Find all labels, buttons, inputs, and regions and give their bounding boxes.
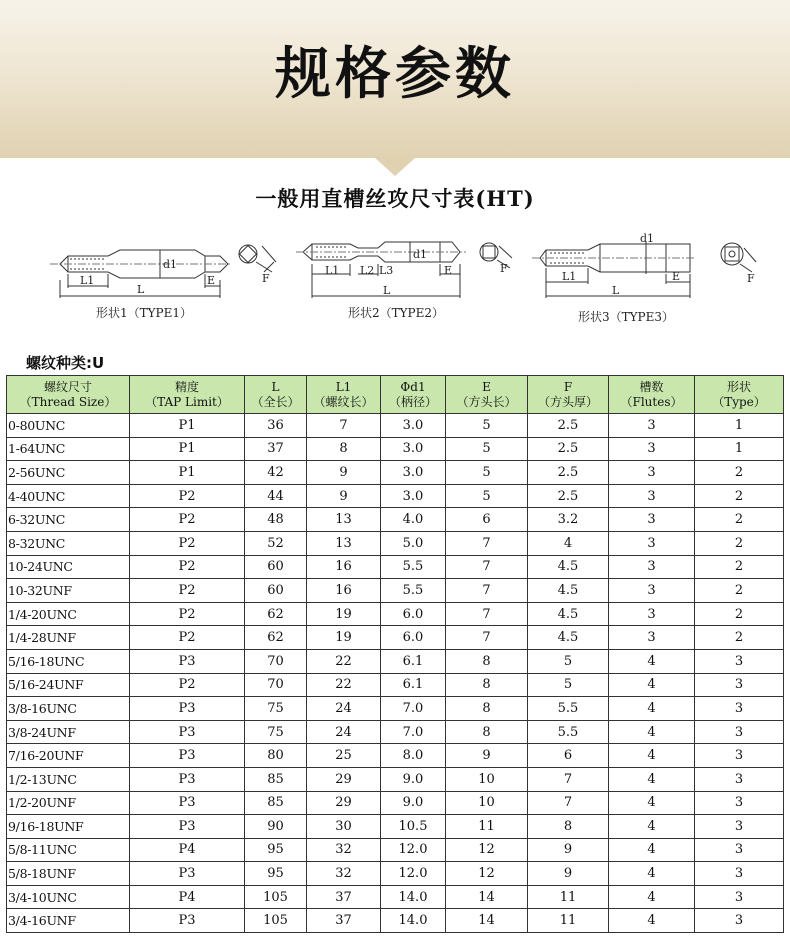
- cell-length: 85: [245, 767, 307, 791]
- table-row: [7, 697, 784, 721]
- cell-shank-diameter: 5.5: [381, 555, 446, 579]
- header-type: 形状 （Type）: [695, 376, 784, 414]
- cell-thread-length: 7: [307, 414, 381, 438]
- cell-square-length: 8: [446, 673, 528, 697]
- table-row: [7, 885, 784, 909]
- cell-tap-limit: P3: [130, 649, 245, 673]
- cell-length: 42: [245, 461, 307, 485]
- header-shank-diameter: Φd1 （柄径）: [381, 376, 446, 414]
- cell-square-length: 14: [446, 909, 528, 933]
- cell-shank-diameter: 14.0: [381, 909, 446, 933]
- table-row: [7, 437, 784, 461]
- cell-tap-limit: P3: [130, 720, 245, 744]
- cell-square-length: 5: [446, 414, 528, 438]
- cell-length: 48: [245, 508, 307, 532]
- cell-type: 3: [695, 815, 784, 839]
- type1-label-d1: d1: [163, 258, 178, 271]
- cell-thread-size: 3/8-16UNC: [7, 697, 130, 721]
- type2-label-l3: L3: [379, 264, 394, 277]
- cell-square-thickness: 2.5: [528, 437, 609, 461]
- cell-length: 85: [245, 791, 307, 815]
- cell-tap-limit: P4: [130, 885, 245, 909]
- cell-square-length: 5: [446, 461, 528, 485]
- cell-square-thickness: 4.5: [528, 555, 609, 579]
- cell-thread-size: 2-56UNC: [7, 461, 130, 485]
- cell-length: 105: [245, 885, 307, 909]
- cell-square-length: 7: [446, 602, 528, 626]
- cell-type: 3: [695, 885, 784, 909]
- cell-square-thickness: 9: [528, 838, 609, 862]
- cell-flutes: 3: [609, 579, 695, 603]
- cell-tap-limit: P2: [130, 602, 245, 626]
- cell-square-thickness: 5: [528, 673, 609, 697]
- cell-flutes: 3: [609, 461, 695, 485]
- cell-shank-diameter: 6.1: [381, 673, 446, 697]
- cell-flutes: 3: [609, 602, 695, 626]
- cell-length: 36: [245, 414, 307, 438]
- cell-tap-limit: P2: [130, 626, 245, 650]
- type1-caption: 形状1（TYPE1）: [96, 306, 193, 320]
- table-row: [7, 791, 784, 815]
- cell-tap-limit: P2: [130, 579, 245, 603]
- type2-label-d1: d1: [413, 248, 428, 261]
- cell-square-thickness: 4: [528, 531, 609, 555]
- cell-thread-length: 24: [307, 720, 381, 744]
- cell-length: 60: [245, 579, 307, 603]
- cell-shank-diameter: 8.0: [381, 744, 446, 768]
- cell-square-length: 5: [446, 484, 528, 508]
- cell-type: 3: [695, 909, 784, 933]
- cell-square-length: 7: [446, 555, 528, 579]
- cell-type: 3: [695, 649, 784, 673]
- cell-type: 2: [695, 579, 784, 603]
- table-row: [7, 838, 784, 862]
- cell-thread-length: 32: [307, 862, 381, 886]
- cell-tap-limit: P2: [130, 484, 245, 508]
- cell-square-thickness: 7: [528, 791, 609, 815]
- cell-thread-length: 9: [307, 484, 381, 508]
- cell-flutes: 4: [609, 673, 695, 697]
- table-subtitle: 一般用直槽丝攻尺寸表(HT): [255, 186, 535, 211]
- cell-shank-diameter: 5.5: [381, 579, 446, 603]
- cell-square-thickness: 6: [528, 744, 609, 768]
- cell-tap-limit: P3: [130, 767, 245, 791]
- cell-square-length: 11: [446, 815, 528, 839]
- cell-flutes: 3: [609, 437, 695, 461]
- table-row: [7, 862, 784, 886]
- cell-square-length: 8: [446, 649, 528, 673]
- table-row: [7, 815, 784, 839]
- cell-shank-diameter: 3.0: [381, 437, 446, 461]
- type3-label-e: E: [672, 270, 681, 283]
- cell-thread-length: 13: [307, 531, 381, 555]
- tap-diagrams: [0, 228, 790, 338]
- cell-shank-diameter: 12.0: [381, 838, 446, 862]
- cell-tap-limit: P3: [130, 815, 245, 839]
- spec-table: [6, 375, 784, 933]
- type3-label-f: F: [747, 272, 755, 285]
- cell-tap-limit: P3: [130, 791, 245, 815]
- cell-square-length: 12: [446, 862, 528, 886]
- cell-shank-diameter: 3.0: [381, 414, 446, 438]
- banner-pointer: [375, 158, 415, 176]
- cell-type: 3: [695, 744, 784, 768]
- cell-shank-diameter: 7.0: [381, 720, 446, 744]
- header-square-length: E （方头长）: [446, 376, 528, 414]
- cell-thread-size: 3/4-10UNC: [7, 885, 130, 909]
- cell-type: 1: [695, 437, 784, 461]
- type2-label-l: L: [383, 284, 391, 297]
- cell-thread-size: 5/8-18UNF: [7, 862, 130, 886]
- cell-length: 70: [245, 673, 307, 697]
- cell-tap-limit: P3: [130, 744, 245, 768]
- type1-label-e: E: [207, 274, 216, 287]
- cell-square-length: 7: [446, 579, 528, 603]
- cell-square-thickness: 5.5: [528, 697, 609, 721]
- type2-label-l2: L2: [360, 264, 375, 277]
- cell-flutes: 4: [609, 697, 695, 721]
- cell-square-thickness: 2.5: [528, 461, 609, 485]
- cell-thread-length: 30: [307, 815, 381, 839]
- table-row: [7, 602, 784, 626]
- cell-thread-length: 9: [307, 461, 381, 485]
- table-row: [7, 744, 784, 768]
- cell-type: 2: [695, 602, 784, 626]
- cell-type: 3: [695, 697, 784, 721]
- cell-length: 62: [245, 626, 307, 650]
- cell-square-thickness: 8: [528, 815, 609, 839]
- cell-flutes: 4: [609, 744, 695, 768]
- cell-thread-size: 8-32UNC: [7, 531, 130, 555]
- cell-square-length: 10: [446, 767, 528, 791]
- cell-thread-size: 3/8-24UNF: [7, 720, 130, 744]
- cell-square-thickness: 2.5: [528, 484, 609, 508]
- cell-square-length: 8: [446, 697, 528, 721]
- cell-thread-length: 16: [307, 579, 381, 603]
- cell-square-length: 10: [446, 791, 528, 815]
- cell-thread-size: 1/4-20UNC: [7, 602, 130, 626]
- cell-length: 90: [245, 815, 307, 839]
- type2-label-l1: L1: [325, 264, 340, 277]
- cell-length: 70: [245, 649, 307, 673]
- table-row: [7, 909, 784, 933]
- table-row: [7, 649, 784, 673]
- cell-square-thickness: 5.5: [528, 720, 609, 744]
- cell-flutes: 3: [609, 555, 695, 579]
- header-tap-limit: 精度 （TAP Limit）: [130, 376, 245, 414]
- cell-thread-size: 10-32UNF: [7, 579, 130, 603]
- cell-thread-length: 37: [307, 885, 381, 909]
- cell-tap-limit: P2: [130, 555, 245, 579]
- cell-tap-limit: P1: [130, 414, 245, 438]
- cell-flutes: 4: [609, 815, 695, 839]
- cell-length: 105: [245, 909, 307, 933]
- cell-type: 2: [695, 461, 784, 485]
- cell-thread-length: 19: [307, 626, 381, 650]
- cell-thread-length: 37: [307, 909, 381, 933]
- banner-title: 规格参数: [275, 42, 515, 107]
- cell-thread-size: 7/16-20UNF: [7, 744, 130, 768]
- cell-square-thickness: 5: [528, 649, 609, 673]
- cell-shank-diameter: 7.0: [381, 697, 446, 721]
- table-row: [7, 579, 784, 603]
- cell-thread-length: 22: [307, 649, 381, 673]
- cell-thread-length: 29: [307, 767, 381, 791]
- cell-shank-diameter: 9.0: [381, 791, 446, 815]
- title-banner: [0, 0, 790, 158]
- type3-label-l: L: [612, 284, 620, 297]
- cell-flutes: 4: [609, 862, 695, 886]
- cell-square-length: 5: [446, 437, 528, 461]
- cell-type: 3: [695, 673, 784, 697]
- cell-thread-size: 5/16-24UNF: [7, 673, 130, 697]
- type1-label-f: F: [262, 272, 270, 285]
- header-thread-length: L1 （螺纹长）: [307, 376, 381, 414]
- cell-flutes: 3: [609, 484, 695, 508]
- cell-length: 75: [245, 720, 307, 744]
- cell-square-length: 12: [446, 838, 528, 862]
- cell-thread-length: 32: [307, 838, 381, 862]
- cell-flutes: 4: [609, 649, 695, 673]
- cell-type: 3: [695, 862, 784, 886]
- cell-thread-size: 6-32UNC: [7, 508, 130, 532]
- cell-thread-size: 1/2-20UNF: [7, 791, 130, 815]
- table-row: [7, 508, 784, 532]
- type3-labels: [562, 232, 755, 297]
- cell-shank-diameter: 3.0: [381, 484, 446, 508]
- type3-caption: 形状3（TYPE3）: [578, 310, 675, 324]
- cell-square-thickness: 4.5: [528, 626, 609, 650]
- cell-tap-limit: P1: [130, 437, 245, 461]
- cell-square-thickness: 2.5: [528, 414, 609, 438]
- cell-length: 44: [245, 484, 307, 508]
- table-row: [7, 626, 784, 650]
- type1-label-l: L: [137, 283, 145, 296]
- cell-flutes: 3: [609, 531, 695, 555]
- cell-tap-limit: P2: [130, 673, 245, 697]
- header-flutes: 槽数 （Flutes）: [609, 376, 695, 414]
- cell-flutes: 4: [609, 767, 695, 791]
- cell-shank-diameter: 9.0: [381, 767, 446, 791]
- cell-flutes: 3: [609, 414, 695, 438]
- table-row: [7, 414, 784, 438]
- cell-type: 3: [695, 720, 784, 744]
- cell-shank-diameter: 6.0: [381, 626, 446, 650]
- cell-type: 3: [695, 767, 784, 791]
- cell-length: 52: [245, 531, 307, 555]
- cell-square-length: 8: [446, 720, 528, 744]
- cell-shank-diameter: 6.0: [381, 602, 446, 626]
- cell-length: 62: [245, 602, 307, 626]
- type2-label-e: E: [444, 264, 453, 277]
- cell-flutes: 3: [609, 626, 695, 650]
- cell-shank-diameter: 5.0: [381, 531, 446, 555]
- cell-thread-length: 16: [307, 555, 381, 579]
- thread-type-label: 螺纹种类:U: [26, 354, 105, 372]
- cell-square-thickness: 4.5: [528, 602, 609, 626]
- cell-square-thickness: 4.5: [528, 579, 609, 603]
- cell-thread-size: 5/8-11UNC: [7, 838, 130, 862]
- cell-length: 60: [245, 555, 307, 579]
- header-length: L （全长）: [245, 376, 307, 414]
- cell-flutes: 4: [609, 791, 695, 815]
- cell-shank-diameter: 6.1: [381, 649, 446, 673]
- table-row: [7, 673, 784, 697]
- cell-thread-length: 29: [307, 791, 381, 815]
- table-header-row: [7, 376, 784, 414]
- cell-square-thickness: 7: [528, 767, 609, 791]
- cell-tap-limit: P2: [130, 508, 245, 532]
- cell-tap-limit: P3: [130, 862, 245, 886]
- cell-thread-length: 13: [307, 508, 381, 532]
- cell-shank-diameter: 4.0: [381, 508, 446, 532]
- cell-thread-size: 1-64UNC: [7, 437, 130, 461]
- cell-thread-length: 19: [307, 602, 381, 626]
- cell-thread-size: 4-40UNC: [7, 484, 130, 508]
- header-square-thickness: F （方头厚）: [528, 376, 609, 414]
- cell-square-thickness: 11: [528, 885, 609, 909]
- cell-length: 95: [245, 862, 307, 886]
- cell-thread-size: 5/16-18UNC: [7, 649, 130, 673]
- cell-thread-length: 25: [307, 744, 381, 768]
- type1-drawing: [50, 245, 276, 298]
- cell-square-length: 9: [446, 744, 528, 768]
- cell-shank-diameter: 12.0: [381, 862, 446, 886]
- cell-type: 3: [695, 838, 784, 862]
- cell-square-thickness: 3.2: [528, 508, 609, 532]
- cell-type: 3: [695, 791, 784, 815]
- table-row: [7, 461, 784, 485]
- table-row: [7, 484, 784, 508]
- cell-tap-limit: P4: [130, 838, 245, 862]
- cell-type: 1: [695, 414, 784, 438]
- type2-caption: 形状2（TYPE2）: [348, 306, 445, 320]
- type1-label-l1: L1: [80, 274, 95, 287]
- cell-flutes: 4: [609, 720, 695, 744]
- cell-thread-length: 8: [307, 437, 381, 461]
- cell-shank-diameter: 14.0: [381, 885, 446, 909]
- cell-square-length: 14: [446, 885, 528, 909]
- table-row: [7, 720, 784, 744]
- cell-thread-size: 3/4-16UNF: [7, 909, 130, 933]
- cell-flutes: 3: [609, 508, 695, 532]
- cell-thread-length: 22: [307, 673, 381, 697]
- cell-square-length: 7: [446, 531, 528, 555]
- cell-flutes: 4: [609, 909, 695, 933]
- cell-type: 2: [695, 626, 784, 650]
- cell-square-length: 7: [446, 626, 528, 650]
- cell-thread-size: 1/4-28UNF: [7, 626, 130, 650]
- table-row: [7, 531, 784, 555]
- type3-label-d1: d1: [640, 232, 655, 245]
- cell-square-thickness: 9: [528, 862, 609, 886]
- table-row: [7, 767, 784, 791]
- cell-length: 80: [245, 744, 307, 768]
- table-body: [7, 414, 784, 933]
- cell-length: 37: [245, 437, 307, 461]
- cell-shank-diameter: 3.0: [381, 461, 446, 485]
- cell-flutes: 4: [609, 885, 695, 909]
- cell-square-length: 6: [446, 508, 528, 532]
- header-thread-size: 螺纹尺寸 （Thread Size）: [7, 376, 130, 414]
- cell-length: 95: [245, 838, 307, 862]
- cell-thread-length: 24: [307, 697, 381, 721]
- cell-thread-size: 0-80UNC: [7, 414, 130, 438]
- table-row: [7, 555, 784, 579]
- cell-tap-limit: P1: [130, 461, 245, 485]
- cell-type: 2: [695, 484, 784, 508]
- cell-thread-size: 9/16-18UNF: [7, 815, 130, 839]
- cell-thread-size: 10-24UNC: [7, 555, 130, 579]
- type2-label-f: F: [500, 262, 508, 275]
- type3-label-l1: L1: [562, 270, 577, 283]
- cell-length: 75: [245, 697, 307, 721]
- cell-tap-limit: P3: [130, 909, 245, 933]
- cell-shank-diameter: 10.5: [381, 815, 446, 839]
- cell-tap-limit: P2: [130, 531, 245, 555]
- cell-type: 2: [695, 508, 784, 532]
- cell-type: 2: [695, 531, 784, 555]
- cell-flutes: 4: [609, 838, 695, 862]
- cell-thread-size: 1/2-13UNC: [7, 767, 130, 791]
- cell-tap-limit: P3: [130, 697, 245, 721]
- cell-square-thickness: 11: [528, 909, 609, 933]
- cell-type: 2: [695, 555, 784, 579]
